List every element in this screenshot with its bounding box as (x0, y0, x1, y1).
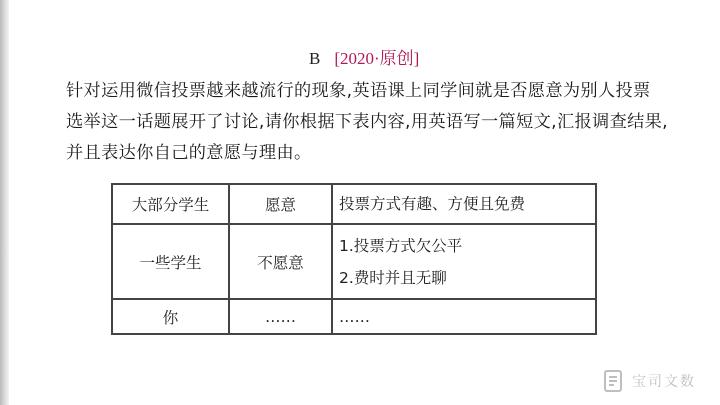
attitude-cell: 不愿意 (229, 224, 332, 299)
reason-cell (332, 299, 596, 334)
document-logo-icon (602, 369, 626, 393)
watermark (602, 369, 696, 393)
question-letter: B (309, 49, 321, 68)
survey-table (111, 183, 597, 335)
prompt-line: 并且表达你自己的意愿与理由。 (66, 143, 312, 163)
prompt-line: 选举这一话题展开了讨论,请你根据下表内容,用英语写一篇短文,汇报调查结果, (66, 112, 668, 132)
reason-text: …… (339, 307, 370, 326)
group-cell: 你 (112, 299, 229, 334)
reason-text: 1.投票方式欠公平 (339, 236, 463, 255)
question-source-tag: [2020·原创] (334, 49, 420, 68)
question-heading (309, 44, 419, 69)
group-cell: 一些学生 (112, 224, 229, 299)
prompt-line: 针对运用微信投票越来越流行的现象,英语课上同学间就是否愿意为别人投票 (66, 81, 651, 101)
reason-cell (332, 224, 596, 299)
table-row (112, 299, 596, 334)
watermark-text: 宝司文数 (632, 374, 696, 390)
group-cell: 大部分学生 (112, 184, 229, 224)
table-row (112, 224, 596, 299)
page-edge (0, 0, 9, 405)
reason-cell (332, 184, 596, 224)
reason-text: 投票方式有趣、方便且免费 (339, 195, 526, 213)
table-row (112, 184, 596, 224)
slide (9, 0, 720, 405)
attitude-cell: 愿意 (229, 184, 332, 224)
question-prompt (66, 76, 686, 169)
attitude-cell: …… (229, 299, 332, 334)
reason-text: 2.费时并且无聊 (339, 268, 447, 287)
